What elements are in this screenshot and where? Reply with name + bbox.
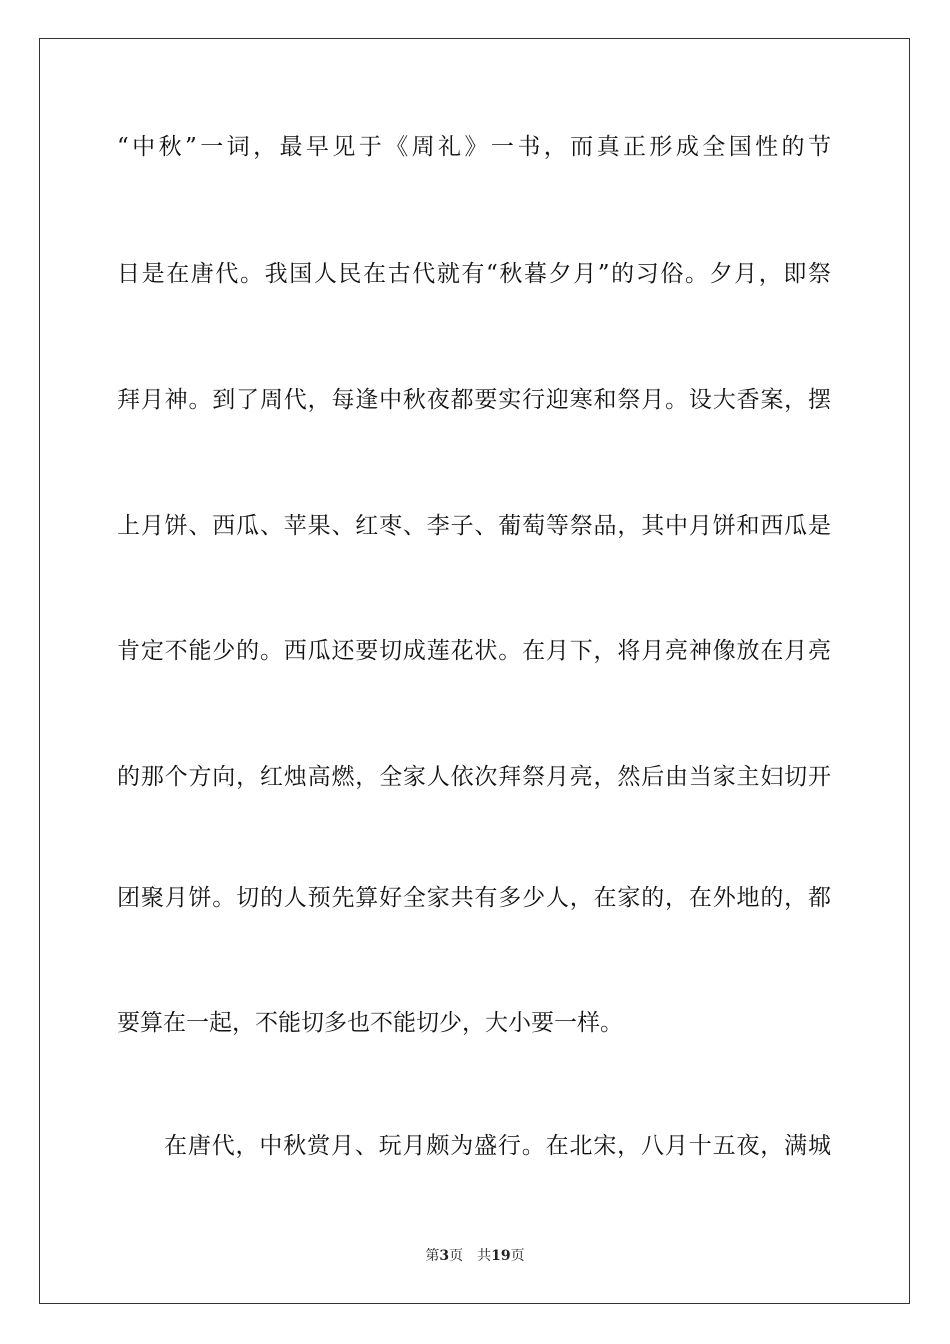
paragraph-1-line-7: 团聚月饼。切的人预先算好全家共有多少人，在家的，在外地的，都: [117, 885, 831, 911]
footer-total-suffix: 页: [510, 1248, 525, 1264]
footer-total-prefix: 共: [477, 1248, 492, 1264]
paragraph-1-line-5: 肯定不能少的。西瓜还要切成莲花状。在月下，将月亮神像放在月亮: [117, 638, 831, 664]
paragraph-1-line-8: 要算在一起，不能切多也不能切少，大小要一样。: [117, 1010, 623, 1036]
paragraph-2-line-1: 在唐代，中秋赏月、玩月颇为盛行。在北宋，八月十五夜，满城: [164, 1133, 831, 1159]
footer-page-number: 3: [439, 1248, 450, 1264]
page-border: [39, 38, 910, 1304]
footer-total-number: 19: [491, 1248, 511, 1264]
paragraph-1-line-4: 上月饼、西瓜、苹果、红枣、李子、葡萄等祭品，其中月饼和西瓜是: [117, 513, 831, 539]
paragraph-1-line-1: “中秋”一词，最早见于《周礼》一书，而真正形成全国性的节: [117, 134, 831, 160]
footer-page-suffix: 页: [449, 1248, 464, 1264]
paragraph-1-line-2: 日是在唐代。我国人民在古代就有“秋暮夕月”的习俗。夕月，即祭: [117, 261, 831, 287]
footer-page-prefix: 第: [425, 1248, 440, 1264]
paragraph-1-line-6: 的那个方向，红烛高燃，全家人依次拜祭月亮，然后由当家主妇切开: [117, 764, 831, 790]
paragraph-1-line-3: 拜月神。到了周代，每逢中秋夜都要实行迎寒和祭月。设大香案，摆: [117, 387, 831, 413]
page-footer: [0, 1246, 950, 1266]
